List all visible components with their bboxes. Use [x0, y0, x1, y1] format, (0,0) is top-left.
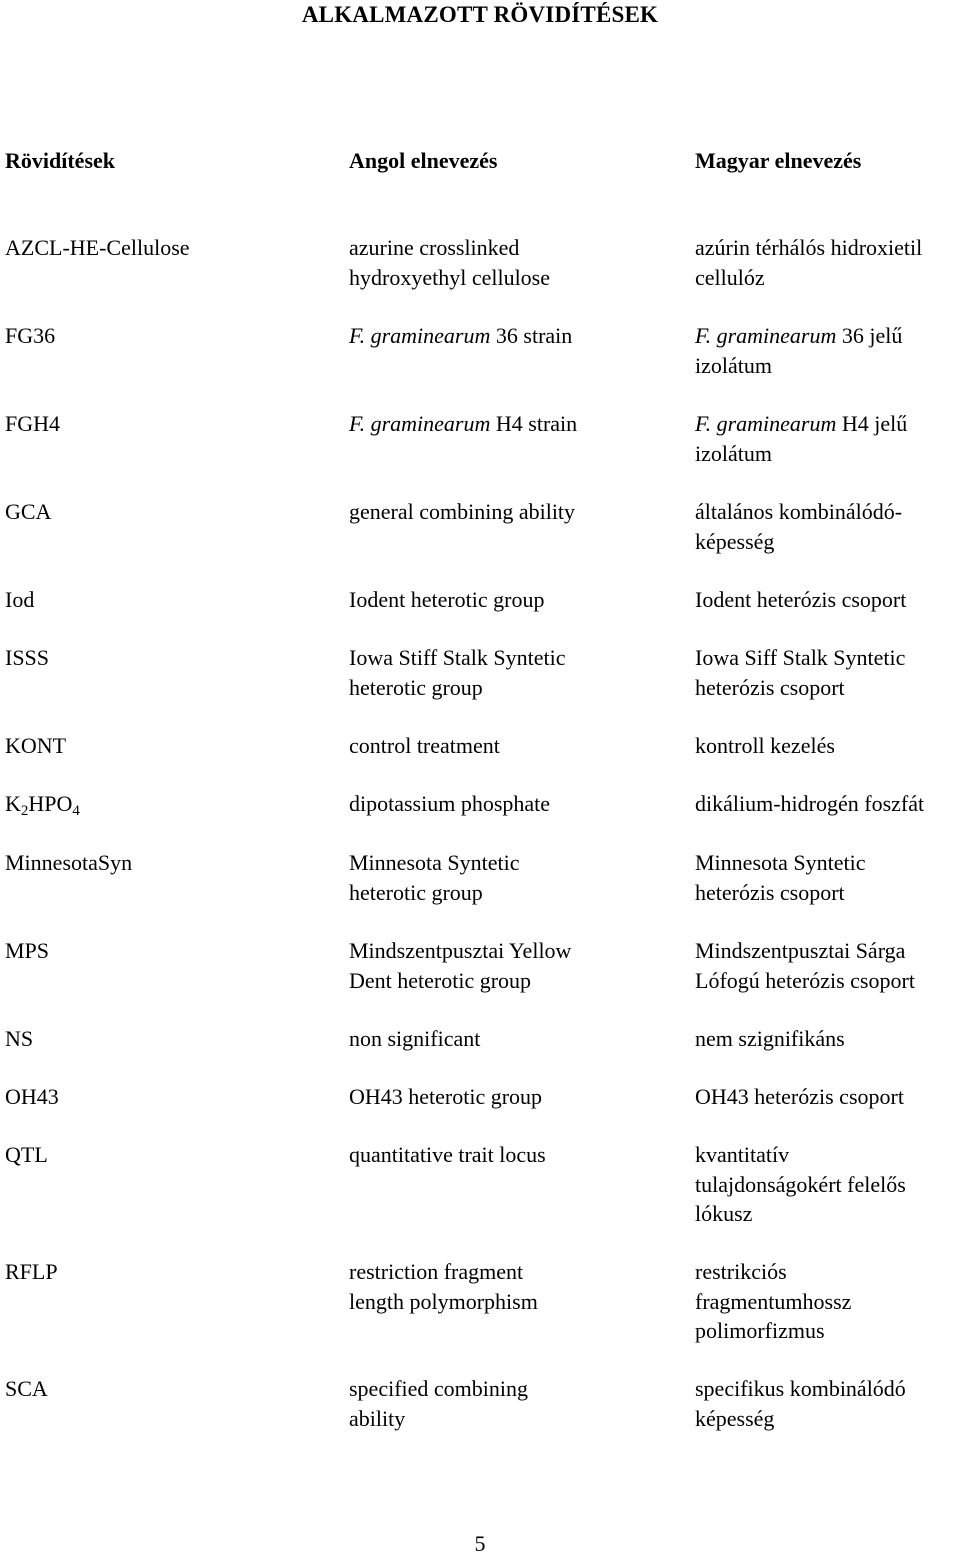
english-cell: azurine crosslinked hydroxyethyl cellulose [349, 235, 551, 290]
species-name: F. graminearum [349, 323, 491, 348]
hungarian-cell: specifikus kombinálódó képesség [695, 1376, 906, 1431]
hungarian-cell: kvantitatív tulajdonságokért felelős lókusz [695, 1142, 906, 1226]
hungarian-cell [695, 321, 960, 380]
header-abbreviations: Rövidítések [5, 148, 115, 173]
abbr-cell: FGH4 [5, 411, 61, 436]
abbr-cell: MPS [5, 938, 50, 963]
english-rest: H4 strain [490, 411, 578, 436]
hungarian-rest: 36 jelű izolátum [695, 323, 903, 378]
abbr-cell: KONT [5, 733, 67, 758]
abbr-cell: RFLP [5, 1259, 58, 1284]
hungarian-rest: H4 jelű izolátum [695, 411, 908, 466]
abbr-cell: NS [5, 1026, 34, 1051]
formula-part: K [5, 791, 21, 816]
english-cell: OH43 heterotic group [349, 1084, 543, 1109]
abbr-cell: MinnesotaSyn [5, 850, 133, 875]
english-cell: Mindszentpusztai Yellow Dent heterotic group [349, 938, 572, 993]
hungarian-cell: OH43 heterózis csoport [695, 1084, 904, 1109]
english-cell: control treatment [349, 733, 500, 758]
hungarian-cell: Iowa Siff Stalk Syntetic heterózis csoport [695, 645, 906, 700]
abbr-cell [5, 789, 335, 827]
species-name: F. graminearum [695, 411, 837, 436]
hungarian-cell: Minnesota Syntetic heterózis csoport [695, 850, 866, 905]
abbr-cell: FG36 [5, 323, 56, 348]
hungarian-cell: dikálium-hidrogén foszfát [695, 791, 925, 816]
page-number: 5 [474, 1531, 486, 1556]
abbr-cell: GCA [5, 499, 52, 524]
table-header [0, 146, 960, 176]
hungarian-cell: restrikciós fragmentumhossz polimorfizmus [695, 1259, 852, 1343]
english-cell: general combining ability [349, 499, 576, 524]
abbr-cell: AZCL-HE-Cellulose [5, 235, 190, 260]
hungarian-cell [695, 409, 960, 468]
english-cell: specified combining ability [349, 1376, 529, 1431]
hungarian-cell: Mindszentpusztai Sárga Lófogú heterózis csoport [695, 938, 915, 993]
abbr-cell: ISSS [5, 645, 50, 670]
hungarian-cell: azúrin térhálós hidroxietil cellulóz [695, 235, 923, 290]
abbr-cell: SCA [5, 1376, 48, 1401]
english-cell [349, 321, 689, 351]
formula-subscript: 2 [20, 803, 29, 819]
hungarian-cell: általános kombinálódó- képesség [695, 499, 903, 554]
english-cell: non significant [349, 1026, 481, 1051]
english-cell [349, 409, 689, 439]
header-hungarian-name: Magyar elnevezés [695, 148, 862, 173]
english-cell: dipotassium phosphate [349, 791, 551, 816]
hungarian-cell: kontroll kezelés [695, 733, 835, 758]
english-cell: quantitative trait locus [349, 1142, 546, 1167]
english-cell: restriction fragment length polymorphism [349, 1259, 538, 1314]
english-cell: Iodent heterotic group [349, 587, 545, 612]
abbr-cell: OH43 [5, 1084, 59, 1109]
species-name: F. graminearum [349, 411, 491, 436]
hungarian-cell: nem szignifikáns [695, 1026, 845, 1051]
species-name: F. graminearum [695, 323, 837, 348]
header-english-name: Angol elnevezés [349, 148, 498, 173]
formula-part: HPO [28, 791, 73, 816]
english-rest: 36 strain [490, 323, 573, 348]
abbr-cell: QTL [5, 1142, 48, 1167]
formula-subscript: 4 [72, 803, 80, 819]
english-cell: Iowa Stiff Stalk Syntetic heterotic group [349, 645, 566, 700]
english-cell: Minnesota Syntetic heterotic group [349, 850, 520, 905]
hungarian-cell: Iodent heterózis csoport [695, 587, 907, 612]
abbr-cell: Iod [5, 587, 35, 612]
page-title: ALKALMAZOTT RÖVIDÍTÉSEK [301, 2, 659, 27]
